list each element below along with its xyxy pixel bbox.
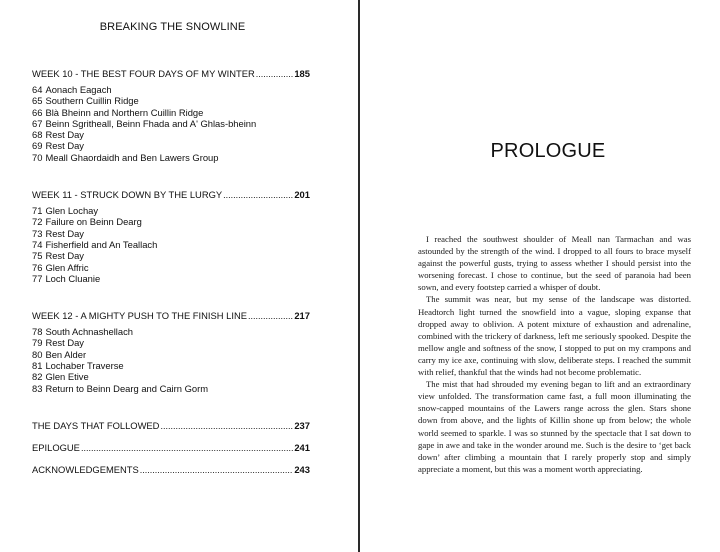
day-entry	[32, 250, 310, 261]
day-name: Rest Day	[45, 250, 84, 262]
day-name: Failure on Beinn Dearg	[45, 216, 142, 228]
day-number: 68	[32, 129, 43, 141]
toc-week-block	[32, 310, 310, 394]
day-number: 71	[32, 205, 43, 217]
week-title: WEEK 10 - THE BEST FOUR DAYS OF MY WINTER	[32, 68, 255, 79]
day-number: 75	[32, 250, 43, 262]
week-title: WEEK 11 - STRUCK DOWN BY THE LURGY	[32, 189, 223, 201]
toc-week-heading	[32, 310, 310, 322]
day-entry	[32, 84, 310, 95]
day-name: Rest Day	[45, 227, 84, 239]
page-number: 217	[294, 310, 310, 322]
day-entry	[32, 216, 310, 227]
day-entry	[32, 371, 310, 382]
leader-dots	[160, 420, 293, 432]
prologue-paragraph: The mist that had shrouded my evening began to lift and an extraordinary view unfolded. The transformation came fast, a full moon illuminating the snow-capped mountains of the Lawers range across the glen. Stars shone down from above, and the lights of Killin shone up from below; the whole world seemed to sparkle. I was so stunned by the spectacle that I sat down to gape in awe and take in the wonder around me. Such is the desire to ‘get back down’ after climbing a mountain that I rarely properly stop and simply appreciate a moment, but this was a moment worth appreciating.	[418, 379, 691, 474]
day-name: Glen Etive	[45, 371, 89, 383]
day-entry	[32, 228, 310, 239]
day-name: Rest Day	[45, 129, 84, 141]
day-entry	[32, 349, 310, 360]
toc-week-block	[32, 189, 310, 284]
page-number: 241	[294, 441, 310, 453]
toc-section-line	[32, 442, 310, 454]
book-title: BREAKING THE SNOWLINE	[99, 21, 246, 33]
prologue-paragraph: I reached the southwest shoulder of Meall nan Tarmachan and was astounded by the strength of the wind. I dropped to all fours to brace myself against the powerful gusts, trying to assess whether I should persist into the worsening forecast. I chose to continue, but the seed of paranoia had been sown, and every footstep carried a whisper of doubt.	[418, 234, 691, 293]
day-number: 72	[32, 216, 43, 228]
right-page	[361, 0, 720, 552]
day-number: 78	[32, 326, 43, 338]
page-number: 237	[294, 419, 310, 431]
prologue-text	[418, 233, 691, 475]
day-entry	[32, 140, 310, 151]
day-entry	[32, 337, 310, 348]
day-name: Glen Affric	[45, 261, 89, 273]
day-number: 77	[32, 272, 43, 284]
day-entry	[32, 326, 310, 337]
leader-dots	[248, 310, 293, 322]
day-number: 73	[32, 227, 43, 239]
day-name: Blà Bheinn and Northern Cuillin Ridge	[45, 106, 204, 118]
day-number: 79	[32, 337, 43, 349]
page-number: 243	[294, 463, 310, 475]
day-name: Glen Lochay	[45, 205, 99, 217]
day-number: 65	[32, 95, 43, 107]
day-entry	[32, 262, 310, 273]
day-list	[32, 84, 310, 163]
section-title: ACKNOWLEDGEMENTS	[32, 463, 139, 475]
toc-week-block	[32, 68, 310, 163]
day-name: Aonach Eagach	[45, 84, 112, 95]
day-number: 69	[32, 140, 43, 152]
day-entry	[32, 118, 310, 129]
day-entry	[32, 95, 310, 106]
day-name: Rest Day	[45, 337, 84, 349]
leader-dots	[256, 68, 294, 80]
page-gutter	[358, 0, 360, 552]
day-entry	[32, 152, 310, 163]
leader-dots	[140, 464, 294, 476]
day-name: Beinn Sgritheall, Beinn Fhada and A' Ghlas-bheinn	[45, 117, 257, 129]
day-entry	[32, 383, 310, 394]
day-name: Lochaber Traverse	[45, 360, 124, 372]
day-name: Rest Day	[45, 140, 84, 152]
page-number: 201	[294, 189, 310, 201]
day-number: 66	[32, 106, 43, 118]
day-name: Southern Cuillin Ridge	[45, 95, 139, 107]
left-page	[0, 0, 359, 552]
day-entry	[32, 107, 310, 118]
day-list	[32, 326, 310, 394]
toc-section-line	[32, 464, 310, 476]
prologue-paragraph: The summit was near, but my sense of the landscape was distorted. Headtorch light turned the snowfield into a vague, sloping expanse that dropped away to oblivion. A potent mixture of exhaustion and adrenaline, combined with the trickery of darkness, left me seriously spooked. Despite the mellow angle and softness of the snow, I stopped to put on my crampons and carry my ice axe, continuing with slow, deliberate steps. I reached the summit with relief, thankful that the winds had not become problematic.	[418, 294, 691, 378]
day-name: Loch Cluanie	[45, 272, 101, 284]
day-number: 76	[32, 261, 43, 273]
day-name: Ben Alder	[45, 348, 87, 360]
toc-week-heading	[32, 189, 310, 201]
day-number: 64	[32, 84, 43, 95]
day-entry	[32, 273, 310, 284]
toc-section-line	[32, 420, 310, 432]
table-of-contents	[32, 68, 310, 486]
day-name: Meall Ghaordaidh and Ben Lawers Group	[45, 151, 219, 163]
day-entry	[32, 360, 310, 371]
page-number: 185	[294, 68, 310, 79]
day-entry	[32, 129, 310, 140]
day-number: 74	[32, 238, 43, 250]
day-entry	[32, 205, 310, 216]
toc-week-heading	[32, 68, 310, 80]
section-title: THE DAYS THAT FOLLOWED	[32, 419, 160, 431]
week-title: WEEK 12 - A MIGHTY PUSH TO THE FINISH LINE	[32, 310, 247, 322]
section-title: EPILOGUE	[32, 441, 80, 453]
day-list	[32, 205, 310, 284]
day-number: 83	[32, 382, 43, 394]
day-name: Return to Beinn Dearg and Cairn Gorm	[45, 382, 209, 394]
leader-dots	[223, 189, 293, 201]
day-number: 67	[32, 117, 43, 129]
leader-dots	[81, 442, 293, 454]
day-number: 81	[32, 360, 43, 372]
day-number: 82	[32, 371, 43, 383]
day-name: Fisherfield and An Teallach	[45, 238, 158, 250]
day-entry	[32, 239, 310, 250]
day-name: South Achnashellach	[45, 326, 134, 338]
day-number: 80	[32, 348, 43, 360]
day-number: 70	[32, 151, 43, 163]
chapter-title: PROLOGUE	[490, 140, 606, 162]
